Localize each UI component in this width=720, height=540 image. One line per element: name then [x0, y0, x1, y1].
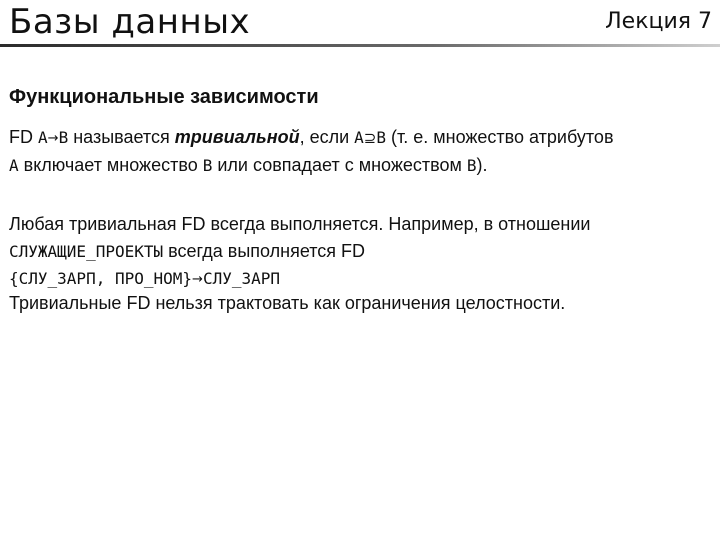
definition-line-1: [9, 124, 709, 152]
paragraph-example: [9, 211, 709, 293]
fd-term: FD: [9, 127, 33, 147]
example-line-2: [9, 238, 709, 265]
attr-b-4: B: [466, 156, 477, 175]
example-line-1: Любая тривиальная FD всегда выполняется. Например, в отношении: [9, 214, 591, 234]
explain-text-2: включает множество: [18, 155, 203, 175]
relation-name: СЛУЖАЩИЕ_ПРОЕКТЫ: [9, 242, 164, 261]
called-text: называется: [68, 127, 175, 147]
example-rest: всегда выполняется FD: [163, 241, 366, 261]
attr-b-2: B: [376, 128, 386, 147]
attr-a-2: A: [354, 128, 364, 147]
attr-b: B: [58, 128, 69, 147]
explain-text-3: или совпадает с множеством: [212, 155, 467, 175]
paragraph-definition: [9, 124, 709, 179]
arrow-symbol: →: [47, 131, 59, 146]
arrow-symbol-2: →: [192, 272, 203, 287]
title-divider: [0, 44, 720, 47]
attr-a-3: A: [9, 156, 19, 175]
lecture-number: Лекция 7: [605, 9, 712, 34]
attr-a: A: [38, 128, 48, 147]
superset-symbol: ⊇: [363, 129, 377, 147]
attr-b-3: B: [202, 156, 213, 175]
fd-rhs: СЛУ_ЗАРП: [202, 269, 280, 288]
trivial-term: тривиальной: [174, 127, 300, 147]
explain-text-4: ).: [476, 155, 488, 175]
slide-title: Базы данных: [9, 2, 251, 42]
paragraph-conclusion: Тривиальные FD нельзя трактовать как ограничения целостности.: [9, 293, 566, 313]
explain-text-1: (т. е. множество атрибутов: [386, 127, 614, 147]
definition-line-2: [9, 152, 709, 179]
section-heading: Функциональные зависимости: [9, 86, 319, 108]
example-line-3: [9, 265, 709, 293]
fd-lhs: {СЛУ_ЗАРП, ПРО_НОМ}: [9, 269, 193, 288]
if-text: , если: [299, 127, 355, 147]
